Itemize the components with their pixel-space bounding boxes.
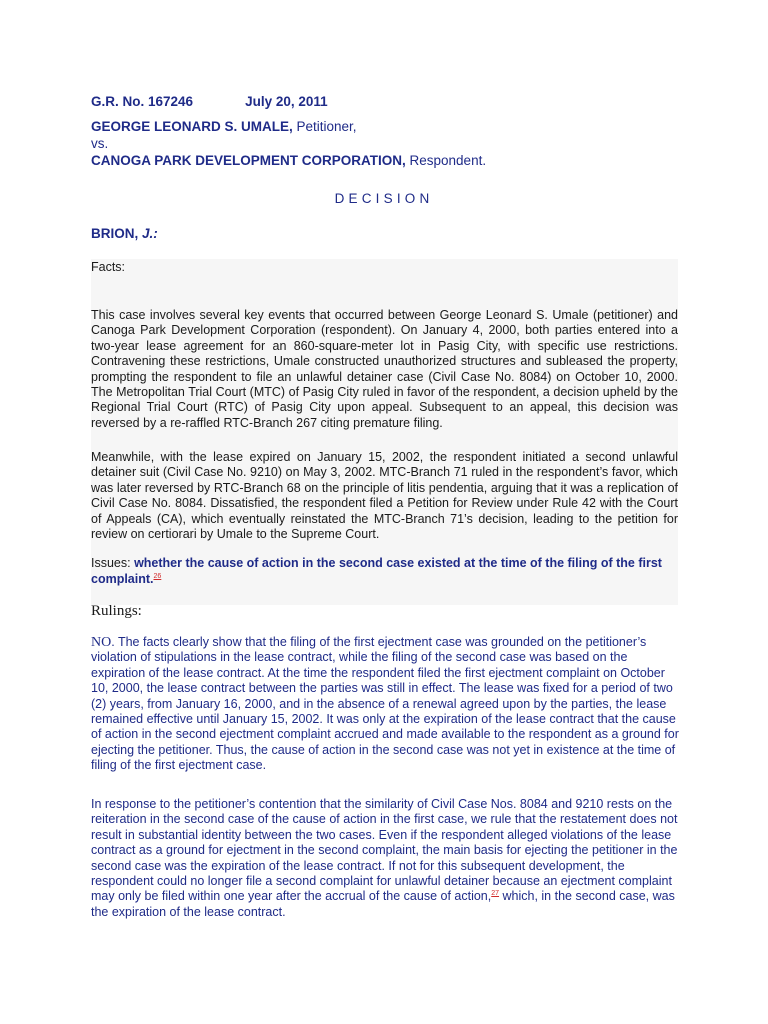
ruling-paragraph-1-text: . The facts clearly show that the filing of the first ejectment case was grounded on the petitioner’s violation of stipulations in the lease contract, while the filing of the second case was based on the expiration of the lease contract. At the time the respondent filed the first ejectment complaint on October 10, 2000, the lease contract between the parties was still in effect. The lease was fixed for a period of two (2) years, from January 16, 2000, and in the absence of a renewal agreed upon by the parties, the lease remained effective until January 15, 2002. It was only at the expiration of the lease contract that the cause of action in the second ejectment complaint accrued and made available to the respondent as a ground for ejecting the petitioner. Thus, the cause of action in the second case was not yet in existence at the time of filing of the first ejectment case. <box>91 635 679 773</box>
rulings-label: Rulings: <box>91 603 142 619</box>
gr-line <box>91 93 691 110</box>
issues-text: whether the cause of action in the second case existed at the time of the filing of the first complaint. <box>91 556 662 586</box>
facts-paragraph-2: Meanwhile, with the lease expired on January 15, 2002, the respondent initiated a second unlawful detainer suit (Civil Case No. 9210) on May 3, 2002. MTC-Branch 71 ruled in the respondent’s favor, which was later reversed by RTC-Branch 68 on the principle of litis pendentia, arguing that it was a replication of Civil Case No. 8084. Dissatisfied, the respondent filed a Petition for Review under Rule 42 with the Court of Appeals (CA), which eventually reinstated the MTC-Branch 71’s decision, leading to the petition for review on certiorari by Umale to the Supreme Court. <box>91 450 678 542</box>
petitioner-role: Petitioner, <box>292 119 357 134</box>
issues-label: Issues: <box>91 556 135 570</box>
case-parties <box>91 118 691 169</box>
versus: vs. <box>91 136 109 151</box>
ruling-lead: NO <box>91 635 112 650</box>
ruling-paragraph-2-text-b: which, in the second case, was the expiration of the lease contract. <box>91 889 675 919</box>
case-header <box>91 93 691 169</box>
respondent-name: CANOGA PARK DEVELOPMENT CORPORATION, <box>91 153 406 168</box>
footnote-link-27[interactable]: 27 <box>491 890 500 898</box>
ponente-title: J.: <box>142 226 158 241</box>
ruling-paragraph-1 <box>91 635 679 774</box>
facts-label: Facts: <box>91 260 126 274</box>
gr-number: G.R. No. 167246 <box>91 94 194 109</box>
ruling-paragraph-2 <box>91 797 679 920</box>
respondent-role: Respondent. <box>405 153 487 168</box>
ponente <box>91 226 158 241</box>
ruling-paragraph-2-text-a: In response to the petitioner’s contention that the similarity of Civil Case Nos. 8084 and 9210 rests on the reiteration in the second case of the cause of action in the first case, we rule that the restatement does not result in substantial identity between the two cases. Even if the respondent alleged violations of the lease contract as a ground for ejectment in the second complaint, the main basis for ejecting the petitioner in the second case was the expiration of the lease contract. If not for this subsequent development, the respondent could no longer file a second complaint for unlawful detainer because an ejectment complaint may only be filed within one year after the accrual of the cause of action, <box>91 797 678 904</box>
petitioner-name: GEORGE LEONARD S. UMALE, <box>91 119 293 134</box>
respondent-line <box>91 152 691 169</box>
decision-date: July 20, 2011 <box>245 94 328 109</box>
decision-title: DECISION <box>334 191 434 206</box>
facts-paragraph-1: This case involves several key events that occurred between George Leonard S. Umale (petitioner) and Canoga Park Development Corporation (respondent). On January 4, 2000, both parties entered into a two-year lease agreement for an 860-square-meter lot in Pasig City, with specific use restrictions. Contravening these restrictions, Umale constructed unauthorized structures and subleased the property, prompting the respondent to file an unlawful detainer case (Civil Case No. 8084) on October 10, 2000. The Metropolitan Trial Court (MTC) of Pasig City ruled in favor of the respondent, a decision upheld by the Regional Trial Court (RTC) of Pasig City upon appeal. Subsequent to an appeal, this decision was reversed by a re-raffled RTC-Branch 267 citing premature filing. <box>91 308 678 430</box>
issues-paragraph <box>91 555 678 587</box>
petitioner-line <box>91 118 691 135</box>
ponente-name: BRION, <box>91 226 143 241</box>
footnote-link-26[interactable]: 26 <box>153 572 162 580</box>
